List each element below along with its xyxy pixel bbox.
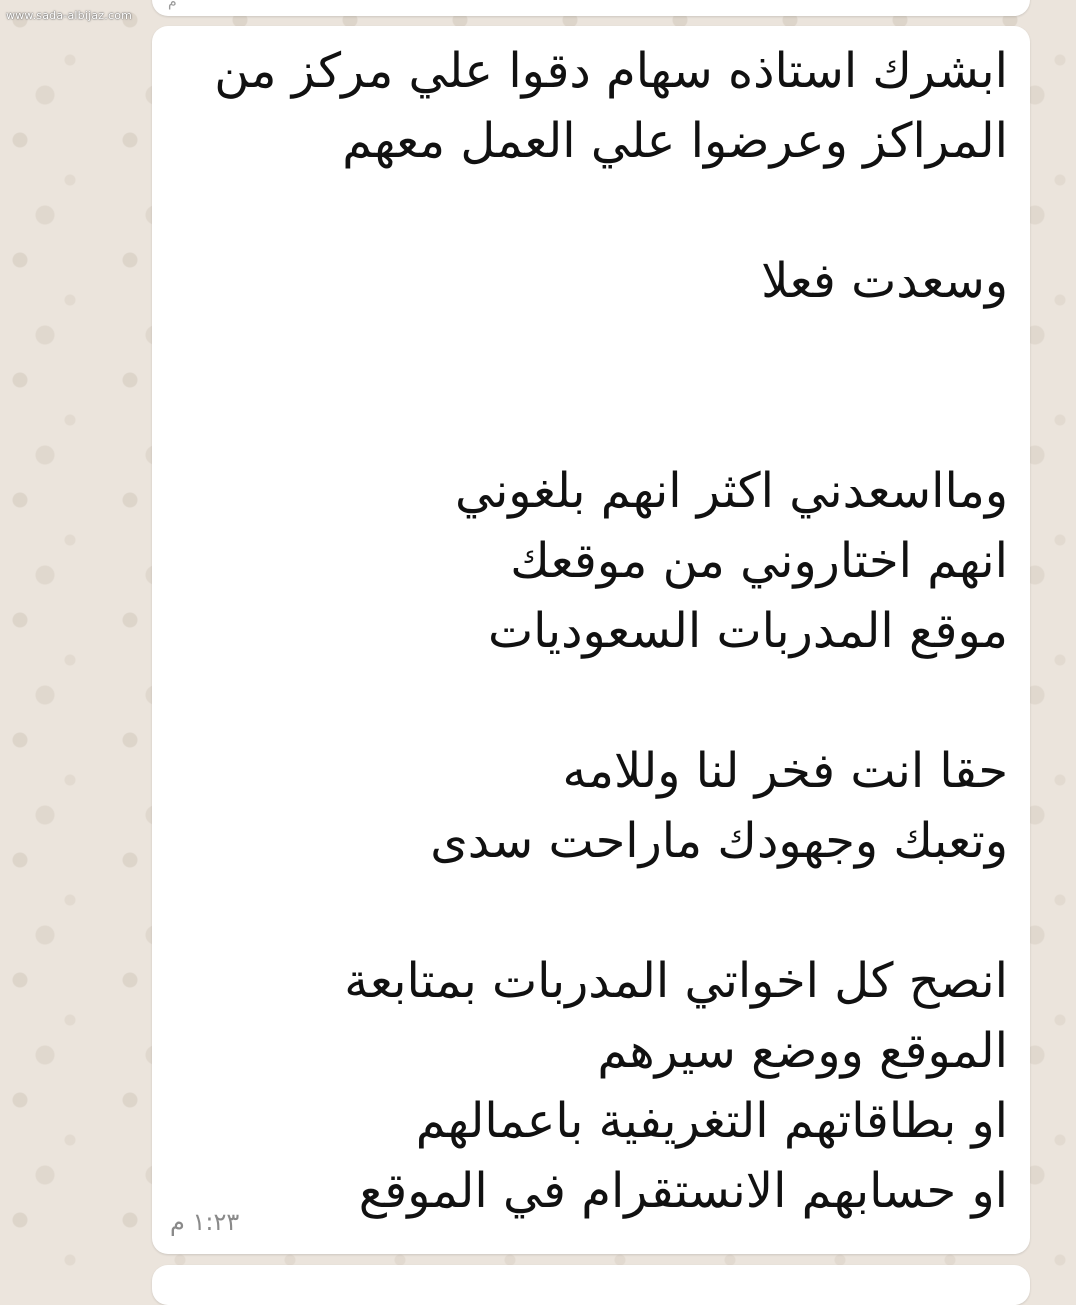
next-message-bubble[interactable] [152, 1265, 1030, 1305]
site-watermark: www.sada-albijaz.com [6, 9, 133, 22]
message-timestamp: ١:٢٣ م [170, 1208, 240, 1236]
previous-message-time: م [168, 0, 177, 10]
incoming-message-bubble[interactable] [152, 26, 1030, 1254]
message-text: ابشرك استاذه سهام دقوا علي مركز من المراكز وعرضوا علي العمل معهم وسعدت فعلا ومااسعدني اكثر انهم بلغوني انهم اختاروني من موقعك موقع المدربات السعوديات حقا انت فخر لنا وللامه وتعبك وجهودك ماراحت سدى انصح كل اخواتي المدربات بمتابعة الموقع ووضع سيرهم او بطاقاتهم التغريفية باعمالهم او حسابهم الانستقرام في الموقع [214, 43, 1008, 1219]
previous-message-bubble[interactable] [152, 0, 1030, 16]
